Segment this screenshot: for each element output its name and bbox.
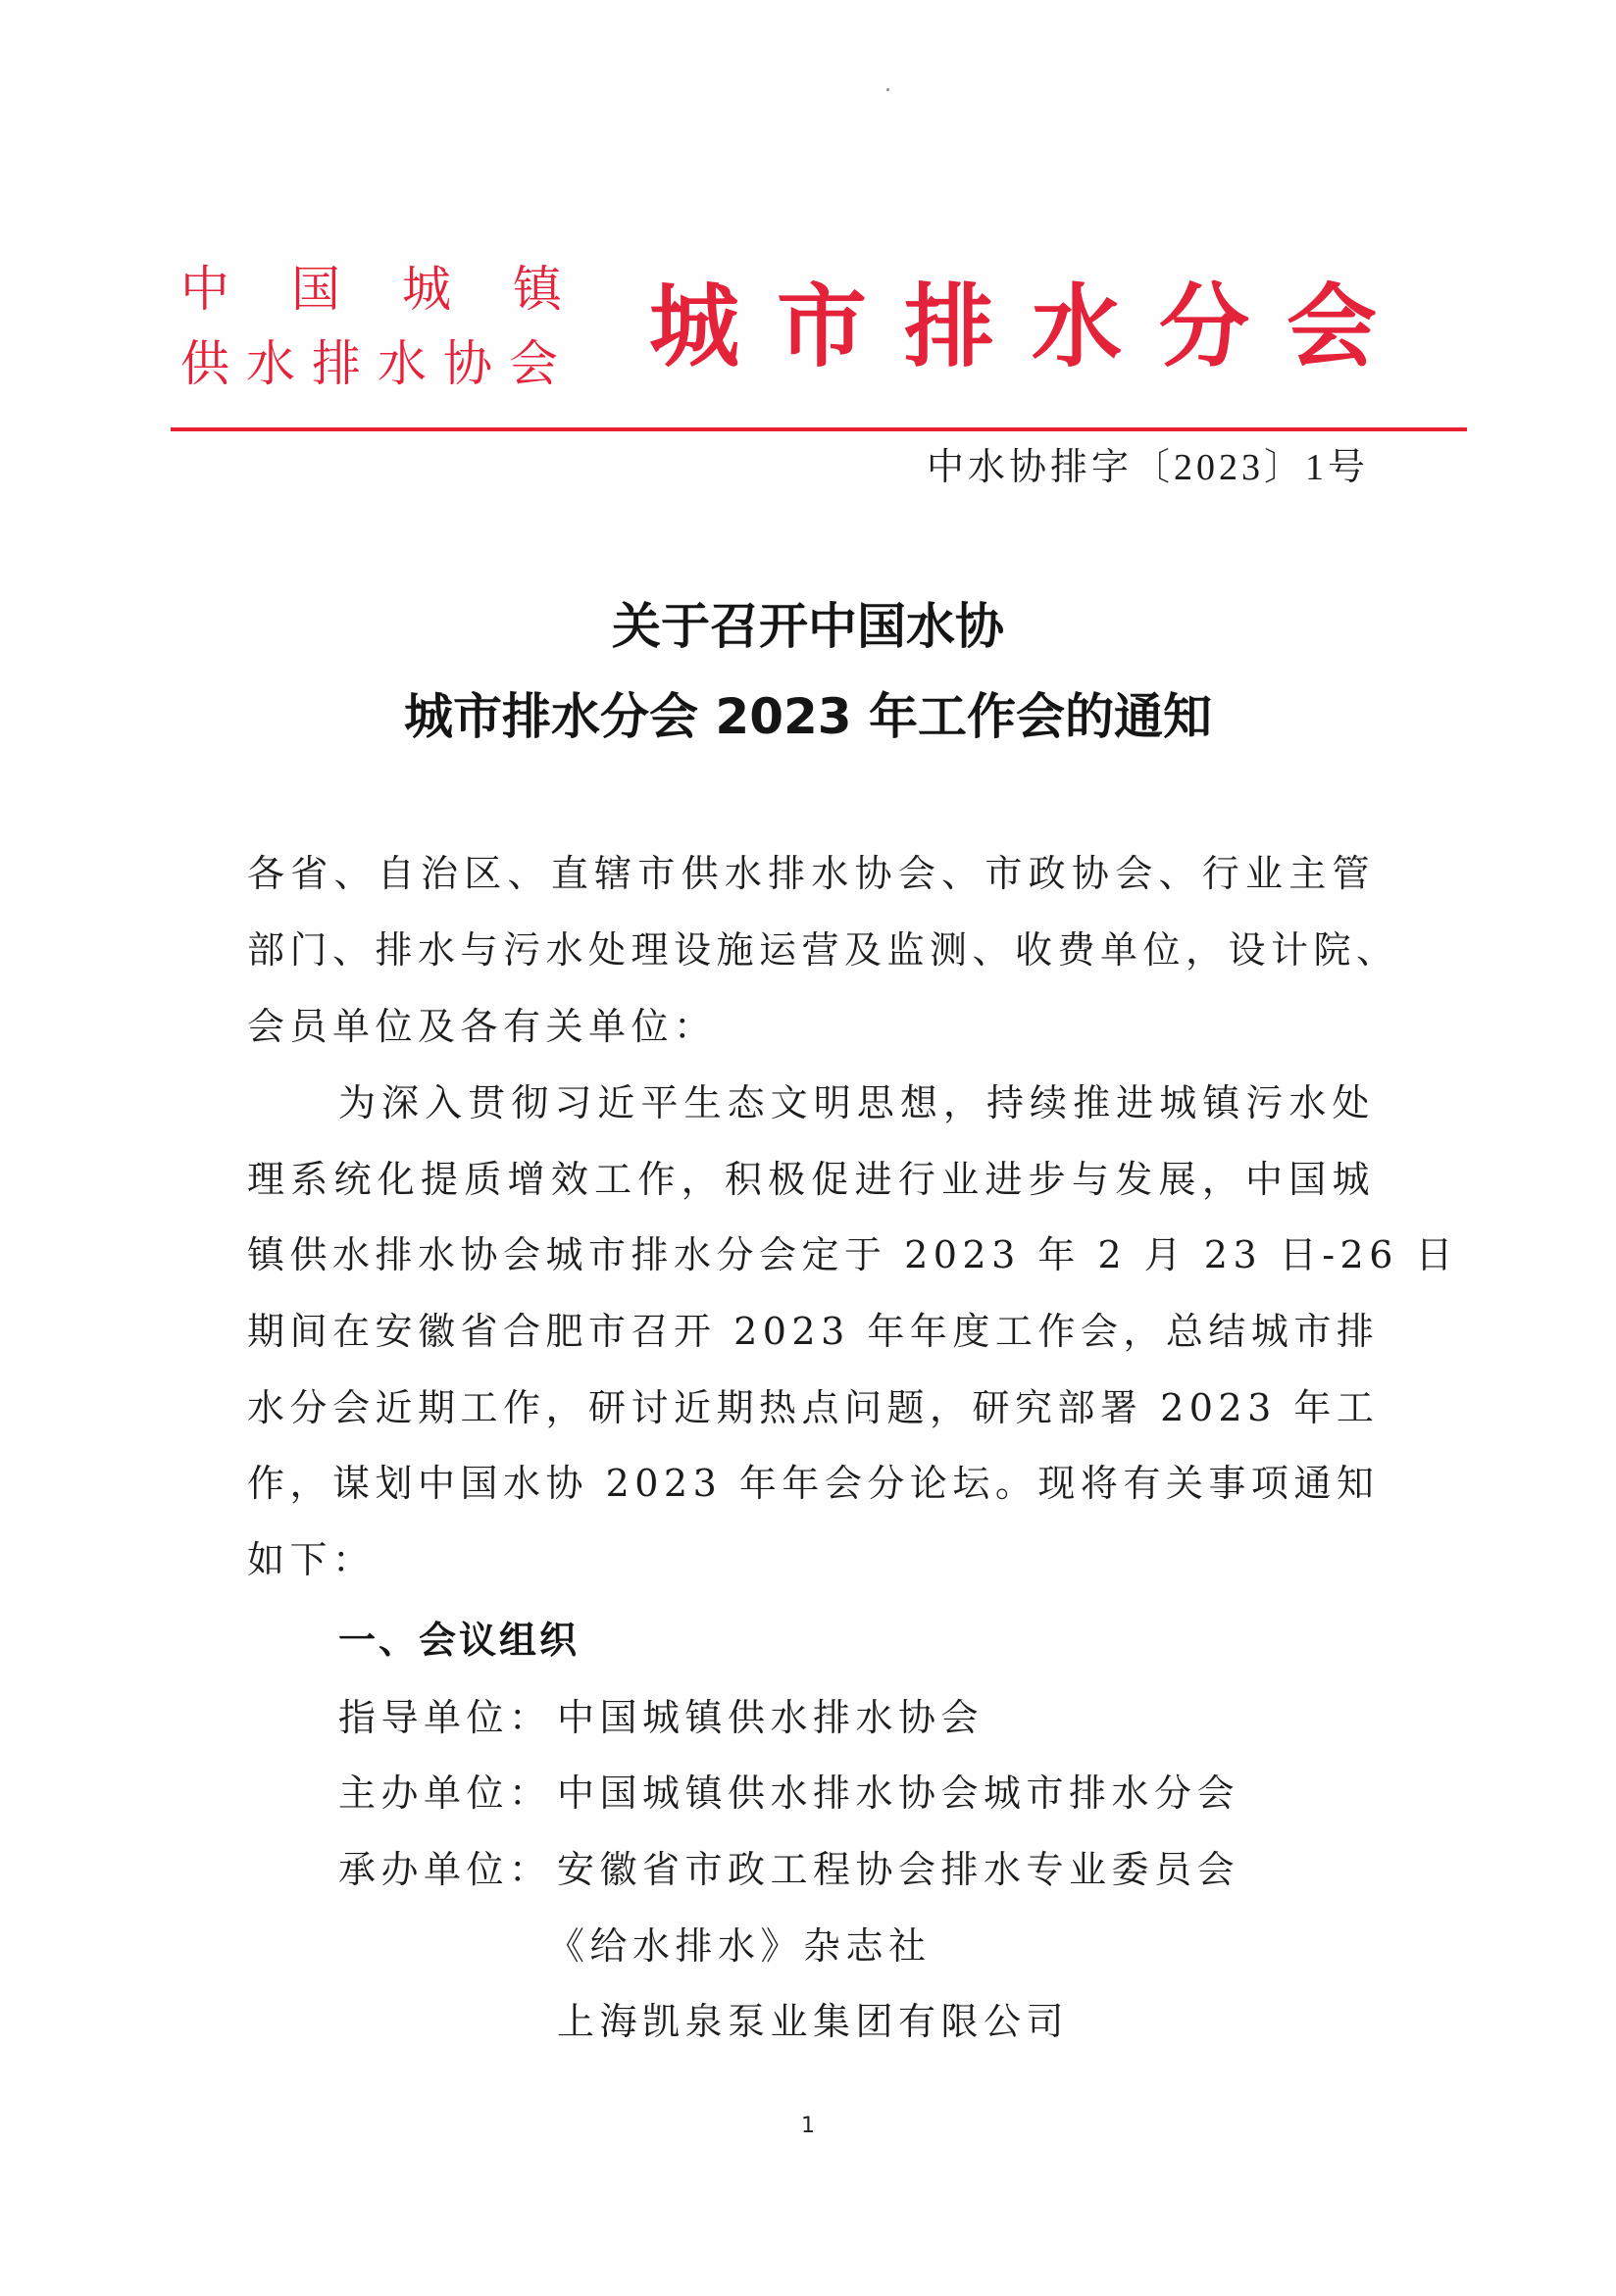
org-label: 指导单位： <box>338 1696 552 1739</box>
paragraph-line: 作，谋划中国水协 2023 年年会分论坛。现将有关事项通知 <box>247 1462 1380 1505</box>
org-value: 中国城镇供水排水协会 <box>557 1696 985 1739</box>
org-label: 主办单位： <box>338 1772 552 1815</box>
section-heading: 一、会议组织 <box>338 1619 581 1662</box>
paragraph-line: 理系统化提质增效工作，积极促进行业进步与发展，中国城 <box>247 1158 1375 1201</box>
org-continuation: 《给水排水》杂志社 <box>547 1924 932 1968</box>
paragraph-line: 期间在安徽省合肥市召开 2023 年年度工作会，总结城市排 <box>247 1310 1380 1353</box>
org-value: 中国城镇供水排水协会城市排水分会 <box>557 1772 1240 1815</box>
org-row-host-unit <box>338 1755 1239 1831</box>
document-title-line-1: 关于召开中国水协 <box>612 598 1004 655</box>
document-title-line-2: 城市排水分会 2023 年工作会的通知 <box>404 688 1212 745</box>
org-value: 安徽省市政工程协会排水专业委员会 <box>557 1848 1240 1891</box>
document-number: 中水协排字〔2023〕1号 <box>926 447 1369 488</box>
paragraph-line: 镇供水排水协会城市排水分会定于 2023 年 2 月 23 日-26 日 <box>247 1233 1458 1276</box>
scan-speck <box>886 88 889 91</box>
addressee-line: 各省、自治区、直辖市供水排水协会、市政协会、行业主管 <box>247 852 1375 895</box>
letterhead-org-line-1: 中国城镇 <box>180 261 624 318</box>
letterhead-branch-name: 城市排水分会 <box>649 274 1415 379</box>
org-row-organizer-unit <box>338 1831 1239 1908</box>
letterhead-org-line-2: 供水排水协会 <box>180 335 575 392</box>
org-continuation: 上海凯泉泵业集团有限公司 <box>557 2000 1070 2043</box>
paragraph-line: 为深入贯彻习近平生态文明思想，持续推进城镇污水处 <box>338 1081 1375 1124</box>
paragraph-line: 水分会近期工作，研讨近期热点问题，研究部署 2023 年工 <box>247 1386 1380 1429</box>
letterhead-red-rule <box>171 427 1467 431</box>
addressee-line: 部门、排水与污水处理设施运营及监测、收费单位，设计院、 <box>247 928 1399 972</box>
org-label: 承办单位： <box>338 1848 552 1891</box>
paragraph-line: 如下： <box>247 1538 376 1581</box>
page-number: 1 <box>801 2114 815 2138</box>
addressee-line: 会员单位及各有关单位： <box>247 1005 717 1048</box>
org-row-guiding-unit <box>338 1679 984 1756</box>
